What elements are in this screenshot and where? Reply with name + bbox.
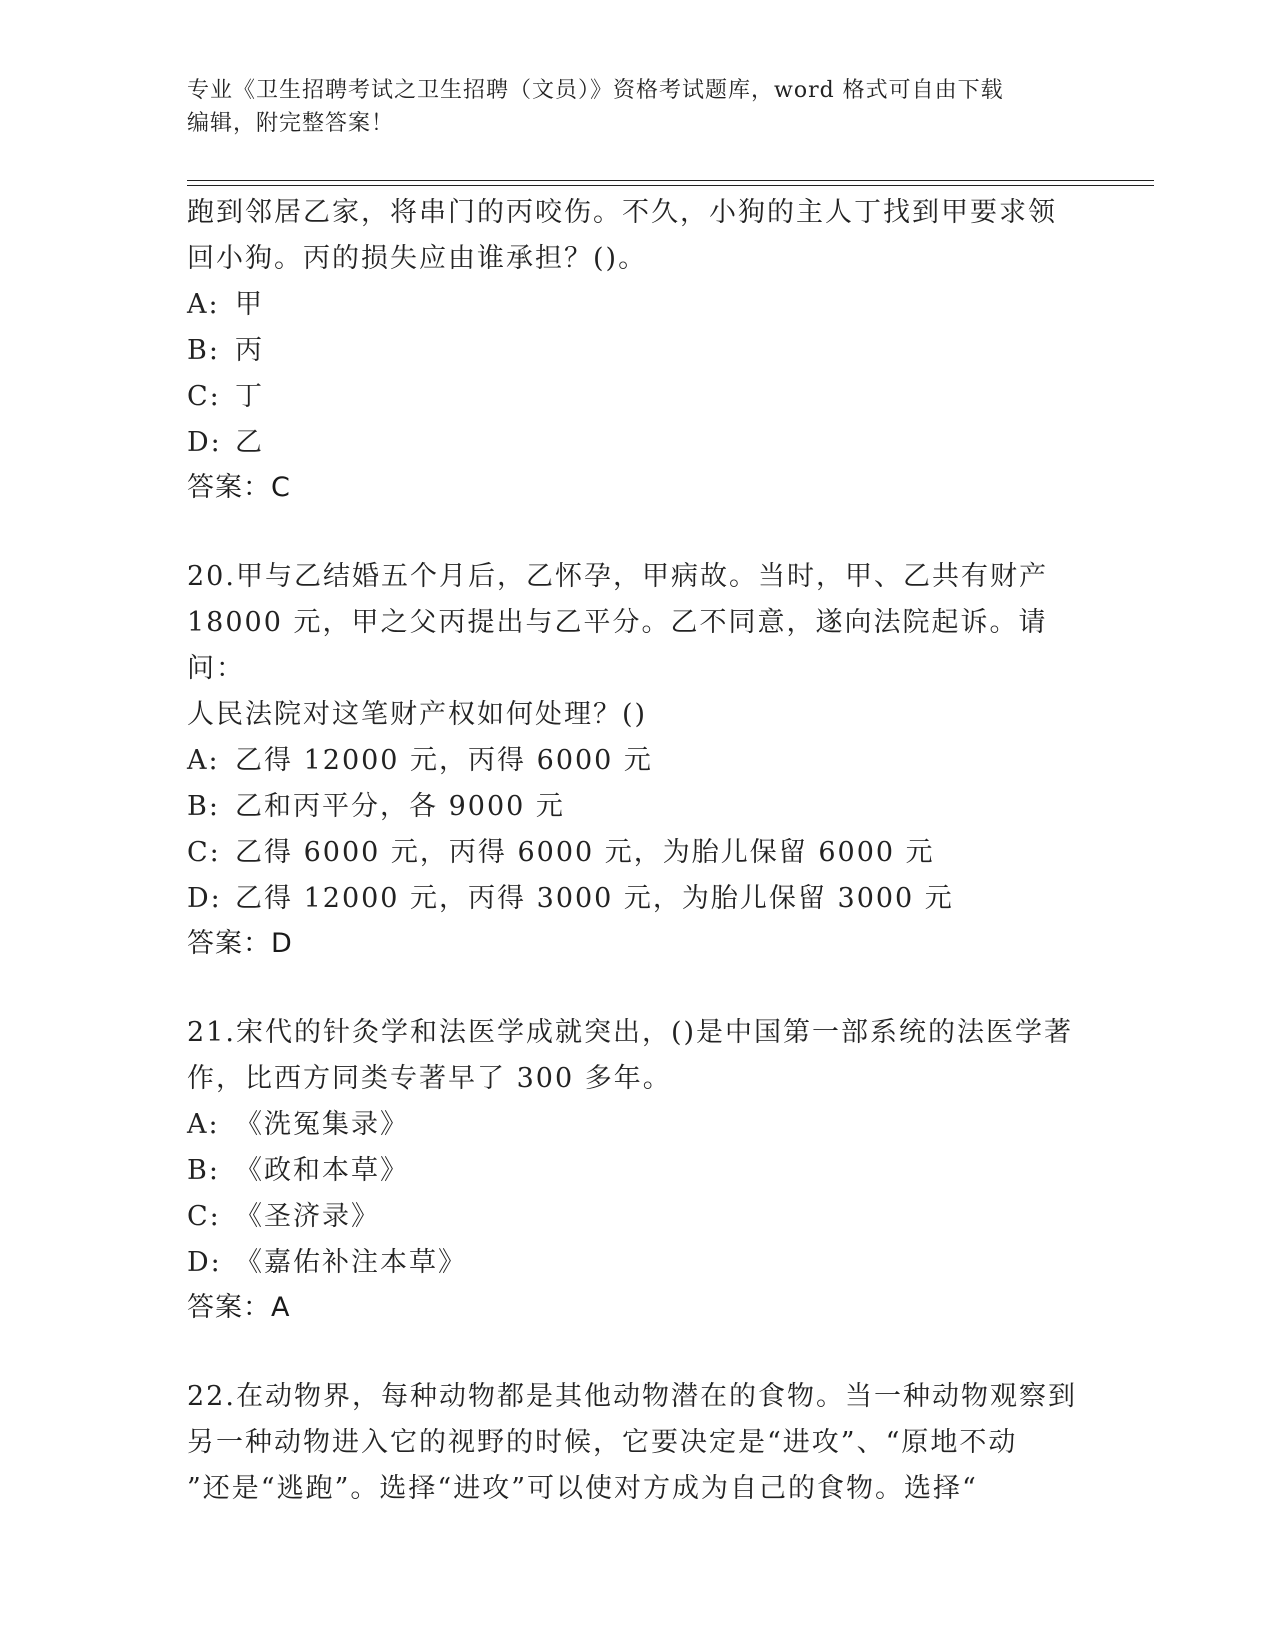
question-21 bbox=[187, 1010, 1087, 1330]
question-line: 作，比西方同类专著早了 300 多年。 bbox=[187, 1063, 672, 1094]
answer-line: 答案：C bbox=[187, 472, 291, 503]
option-d: D: 《嘉佑补注本草》 bbox=[187, 1247, 467, 1278]
option-c: C: 丁 bbox=[187, 381, 264, 412]
question-line: 回小狗。丙的损失应由谁承担？()。 bbox=[187, 243, 648, 274]
option-a: A: 《洗冤集录》 bbox=[187, 1109, 409, 1140]
option-c: C: 《圣济录》 bbox=[187, 1201, 380, 1232]
header-divider-top bbox=[187, 180, 1154, 181]
question-line: 20.甲与乙结婚五个月后，乙怀孕，甲病故。当时，甲、乙共有财产 bbox=[187, 561, 1048, 592]
option-b: B: 丙 bbox=[187, 335, 264, 366]
question-19 bbox=[187, 190, 1087, 510]
answer-line: 答案：A bbox=[187, 1292, 291, 1323]
question-line: 21.宋代的针灸学和法医学成就突出，()是中国第一部系统的法医学著 bbox=[187, 1017, 1074, 1048]
question-20 bbox=[187, 554, 1087, 966]
question-line: 18000 元，甲之父丙提出与乙平分。乙不同意，遂向法院起诉。请问： bbox=[187, 607, 1048, 684]
question-line: 人民法院对这笔财产权如何处理？() bbox=[187, 699, 648, 730]
option-d: D: 乙 bbox=[187, 427, 264, 458]
document-header bbox=[187, 74, 1067, 140]
option-a: A: 甲 bbox=[187, 289, 264, 320]
option-b: B: 乙和丙平分，各 9000 元 bbox=[187, 791, 565, 822]
header-line-2: 编辑，附完整答案！ bbox=[187, 111, 395, 136]
question-line: ”还是“逃跑”。选择“进攻”可以使对方成为自己的食物。选择“ bbox=[187, 1473, 978, 1504]
header-line-1: 专业《卫生招聘考试之卫生招聘（文员）》资格考试题库，word 格式可自由下载 bbox=[187, 78, 1004, 103]
option-c: C: 乙得 6000 元，丙得 6000 元，为胎儿保留 6000 元 bbox=[187, 837, 935, 868]
option-a: A: 乙得 12000 元，丙得 6000 元 bbox=[187, 745, 653, 776]
header-divider-bottom bbox=[187, 185, 1154, 186]
question-list bbox=[187, 190, 1087, 1512]
question-line: 另一种动物进入它的视野的时候，它要决定是“进攻”、“原地不动 bbox=[187, 1427, 1018, 1458]
question-line: 跑到邻居乙家，将串门的丙咬伤。不久，小狗的主人丁找到甲要求领 bbox=[187, 197, 1057, 228]
question-22 bbox=[187, 1374, 1087, 1512]
question-line: 22.在动物界，每种动物都是其他动物潜在的食物。当一种动物观察到 bbox=[187, 1381, 1077, 1412]
answer-line: 答案：D bbox=[187, 928, 293, 959]
option-d: D: 乙得 12000 元，丙得 3000 元，为胎儿保留 3000 元 bbox=[187, 883, 954, 914]
option-b: B: 《政和本草》 bbox=[187, 1155, 409, 1186]
